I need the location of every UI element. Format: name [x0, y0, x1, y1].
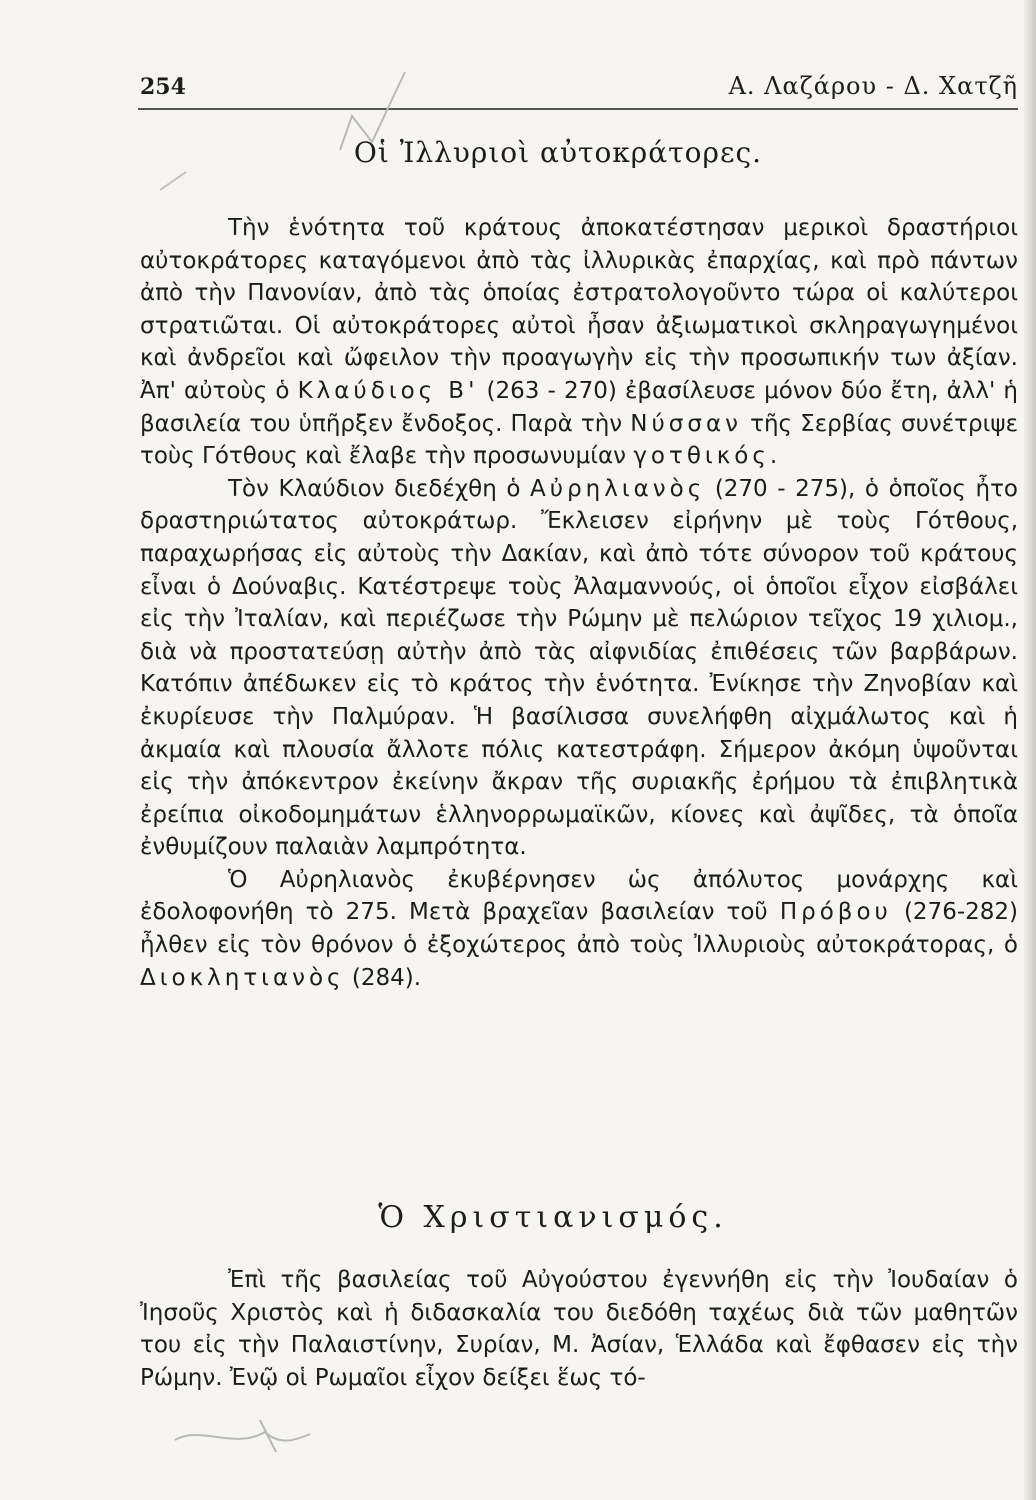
- text-run: τῆς Σερβίας συνέτριψε τοὺς Γότθους καὶ ἔλαβε τὴν προσωνυμίαν: [140, 410, 1018, 470]
- text-run: Τὴν ἑνότητα τοῦ κράτους ἀποκατέστησαν μερικοὶ δραστήριοι αὐτοκράτορες καταγόμενοι ἀπὸ τὰς ἰλλυρικὰς ἐπαρχίας, καὶ πρὸ πάντων ἀπὸ τὴν Πανονίαν, ἀπὸ τὰς ὁποίας ἐστρατολογοῦντο τώρα οἱ καλύτεροι στρατιῶται. Οἱ αὐτοκράτορες αὐτοὶ ἦσαν ἀξιωματικοὶ σκληραγωγημένοι καὶ ἀνδρεῖοι καὶ ὤφειλον τὴν προαγωγὴν εἰς τὴν προσωπικήν των ἀξίαν. Ἀπ' αὐτοὺς ὁ: [140, 215, 1018, 404]
- paragraph: [140, 473, 1018, 864]
- section-body-illyrian-emperors: [140, 212, 1018, 994]
- text-run: (270 - 275), ὁ ὁποῖος ἦτο δραστηριώτατος αὐτοκράτωρ. Ἔκλεισεν εἰρήνην μὲ τοὺς Γότθους, παραχωρήσας εἰς αὐτοὺς τὴν Δακίαν, καὶ ἀπὸ τότε σύνορον τοῦ κράτους εἶναι ὁ Δούναβις. Κατέστρεψε τοὺς Ἀλαμαννούς, οἱ ὁποῖοι εἶχον εἰσβάλει εἰς τὴν Ἰταλίαν, καὶ περιέζωσε τὴν Ρώμην μὲ πελώριον τεῖχος 19 χιλιομ., διὰ νὰ προστατεύσῃ αὐτὴν ἀπὸ τὰς αἰφνιδίας ἐπιθέσεις τῶν βαρβάρων. Κατόπιν ἀπέδωκεν εἰς τὸ κράτος τὴν ἑνότητα. Ἐνίκησε τὴν Ζηνοβίαν καὶ ἐκυρίευσε τὴν Παλμύραν. Ἡ βασίλισσα συνελήφθη αἰχμάλωτος καὶ ἡ ἀκμαία καὶ πλουσία ἄλλοτε πόλις κατεστράφη. Σήμερον ἀκόμη ὑψοῦνται εἰς τὴν ἀπόκεντρον ἐκείνην ἄκραν τῆς συριακῆς ἐρήμου τὰ ἐπιβλητικὰ ἐρείπια οἰκοδομημάτων ἑλληνορρωμαϊκῶν, κίονες καὶ ἀψῖδες, τὰ ὁποῖα ἐνθυμίζουν παλαιὰν λαμπρότητα.: [140, 475, 1018, 861]
- spaced-name: γοτθικός.: [633, 443, 782, 470]
- text-run: (276-282) ἦλθεν εἰς τὸν θρόνον ὁ ἐξοχώτερος ἀπὸ τοὺς Ἰλλυριοὺς αὐτοκράτορας, ὁ: [140, 899, 1018, 959]
- text-run: (284).: [344, 964, 422, 991]
- section-title-illyrian-emperors: Οἱ Ἰλλυριοὶ αὐτοκράτορες.: [353, 136, 763, 169]
- text-run: (263 - 270) ἐβασίλευσε μόνον δύο ἔτη, ἀλλ' ἡ βασιλεία του ὑπῆρξεν ἔνδοξος. Παρὰ τὴν: [140, 377, 1018, 437]
- section-title-christianity: Ὁ Χριστιανισμός.: [378, 1200, 728, 1235]
- paragraph: Ἐπὶ τῆς βασιλείας τοῦ Αὐγούστου ἐγεννήθη εἰς τὴν Ἰουδαίαν ὁ Ἰησοῦς Χριστὸς καὶ ἡ διδασκαλία του διεδόθη ταχέως διὰ τῶν μαθητῶν του εἰς τὴν Παλαιστίνην, Συρίαν, Μ. Ἀσίαν, Ἑλλάδα καὶ ἔφθασεν εἰς τὴν Ρώμην. Ἐνῷ οἱ Ρωμαῖοι εἶχον δείξει ἕως τό-: [140, 1267, 1018, 1391]
- spaced-name: Διοκλητιανὸς: [140, 964, 345, 991]
- pencil-stroke: [260, 1420, 276, 1452]
- header-rule: [138, 108, 1018, 110]
- text-run: Ὁ Αὐρηλιανὸς ἐκυβέρνησεν ὡς ἀπόλυτος μονάρχης καὶ ἐδολοφονήθη τὸ 275. Μετὰ βραχεῖαν βασιλείαν τοῦ: [140, 866, 1018, 926]
- pencil-stroke: [175, 1432, 310, 1441]
- spaced-name: Πρόβου: [779, 899, 892, 926]
- page-edge: [1024, 0, 1036, 1500]
- spaced-name: Αὐρηλιανὸς: [530, 475, 706, 502]
- page-number: 254: [140, 74, 186, 100]
- page-header: [140, 72, 1018, 104]
- spaced-name: Νύσσαν: [630, 410, 742, 437]
- paragraph: [140, 212, 1018, 473]
- text-run: Τὸν Κλαύδιον διεδέχθη ὁ: [228, 475, 531, 502]
- paragraph: [140, 864, 1018, 994]
- running-head: Α. Λαζάρου - Δ. Χατζῆ: [728, 72, 1018, 100]
- spaced-name: Κλαύδιος Β': [297, 377, 479, 404]
- pencil-stroke: [160, 172, 186, 190]
- section-body-christianity: [140, 1264, 1018, 1394]
